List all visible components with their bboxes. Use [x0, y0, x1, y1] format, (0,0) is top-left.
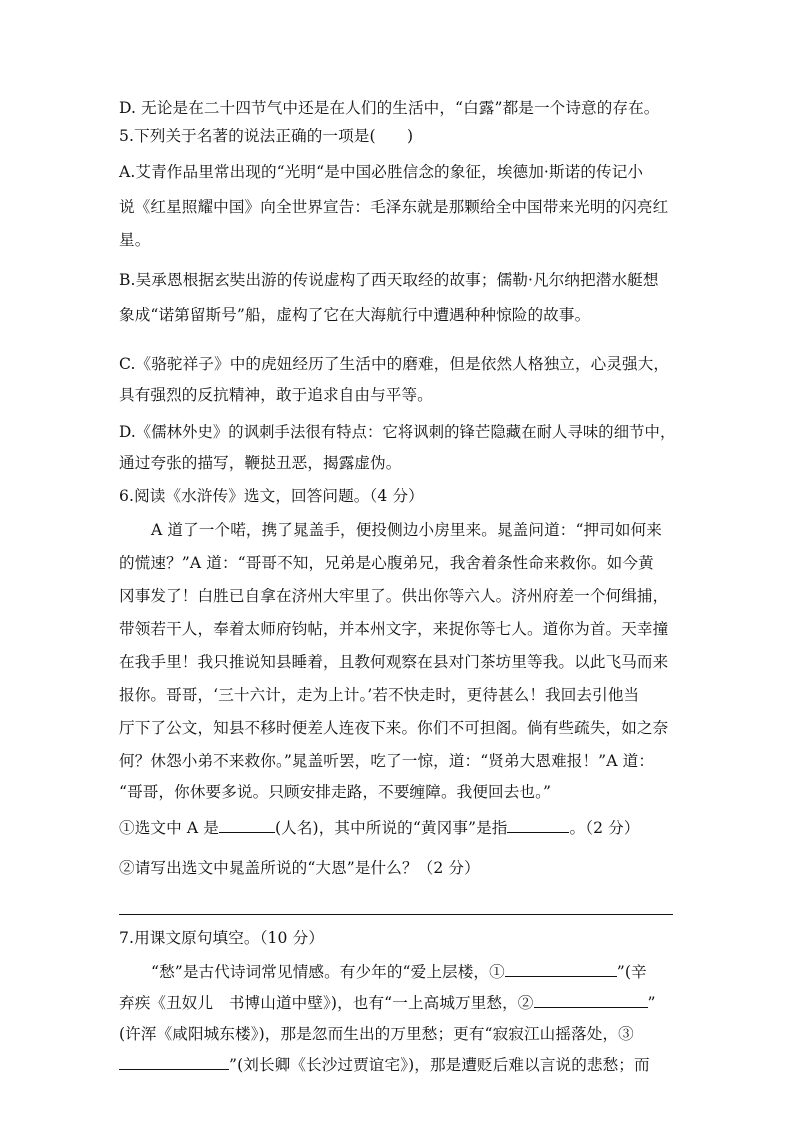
q7-line4-text: ”(刘长卿《长沙过贾谊宅》)，那是遭贬后难以言说的悲愁；而 [229, 1056, 650, 1074]
q7-line4 [119, 1055, 650, 1075]
q6-passage-line: “哥哥，你休要多说。只顾安排走路，不要缠障。我便回去也。” [119, 783, 552, 801]
q6-passage-line: 报你。哥哥，‘三十六计，走为上计。’若不快走时，更待甚么！我回去引他当 [119, 686, 640, 704]
q6-passage-line: 在我手里！我只推说知县睡着，且教何观察在县对门茶坊里等我。以此飞马而来 [119, 653, 669, 671]
answer-blank-1[interactable] [505, 962, 617, 977]
q7-line1-end: ”(辛 [616, 963, 647, 981]
q6-sub1-text-a: ①选文中 A 是 [119, 819, 219, 837]
q6-passage-line: 冈事发了！白胜已自拿在济州大牢里了。供出你等六人。济州府差一个何缉捕， [119, 587, 669, 605]
q5-option-c-line2: 具有强烈的反抗精神，敢于追求自由与平等。 [119, 386, 433, 404]
q6-sub1-text-b: (人名)，其中所说的“黄冈事”是指 [274, 819, 508, 837]
q5-option-a-line1: A.艾青作品里常出现的“光明“是中国必胜信念的象征，埃德加·斯诺的传记小 [119, 163, 644, 181]
q5-option-a-line2: 说《红星照耀中国》向全世界宣告：毛泽东就是那颗给全中国带来光明的闪亮红 [119, 198, 669, 216]
q6-passage-line: 何？休怨小弟不来救你。”晁盖听罢，吃了一惊，道：“贤弟大恩难报！”A 道： [119, 752, 655, 770]
q5-option-d-line2: 通过夸张的描写，鞭挞丑恶，揭露虚伪。 [119, 454, 402, 472]
q6-stem: 6.阅读《水浒传》选文，回答问题。（4 分） [119, 487, 424, 505]
answer-blank-event[interactable] [507, 818, 569, 833]
q5-option-a-line3: 星。 [119, 231, 151, 249]
q7-line2-text: 弃疾《丑奴儿 书博山道中壁》)，也有“一上高城万里愁，② [119, 994, 534, 1012]
q6-passage-line: 带领若干人，奉着太师府钧帖，并本州文字，来捉你等七人。道你为首。天幸撞 [119, 620, 669, 638]
q6-sub2: ②请写出选文中晁盖所说的“大恩”是什么？（2 分） [119, 859, 480, 877]
q7-line3: (许浑《咸阳城东楼》)，那是忽而生出的万里愁；更有“寂寂江山摇落处，③ [119, 1025, 634, 1043]
answer-blank-3[interactable] [119, 1055, 229, 1070]
answer-line[interactable] [119, 914, 673, 915]
q5-option-b-line2: 象成“诺第留斯号”船，虚构了它在大海航行中遭遇种种惊险的故事。 [119, 306, 591, 324]
q4-option-d: D. 无论是在二十四节气中还是在人们的生活中，“白露”都是一个诗意的存在。 [119, 99, 660, 117]
q6-sub1 [119, 818, 640, 838]
q6-passage-line: 的慌速？”A 道：“哥哥不知，兄弟是心腹弟兄，我舍着条性命来救你。如今黄 [119, 554, 654, 572]
q7-line2 [119, 993, 656, 1013]
q7-line1 [151, 962, 647, 982]
q7-stem: 7.用课文原句填空。（10 分） [119, 929, 325, 947]
q6-passage-line: 厅下了公文，知县不移时便差人连夜下来。你们不可担阁。倘有些疏失，如之奈 [119, 719, 669, 737]
q5-option-b-line1: B.吴承恩根据玄奘出游的传说虚构了西天取经的故事；儒勒·凡尔纳把潜水艇想 [119, 271, 659, 289]
q6-passage-line: A 道了一个喏，携了晁盖手，便投侧边小房里来。晁盖问道：“押司如何来 [151, 521, 662, 539]
q6-sub1-text-c: 。（2 分） [569, 819, 640, 837]
q7-line2-end: ” [647, 994, 656, 1012]
q5-option-d-line1: D.《儒林外史》的讽刺手法很有特点：它将讽刺的锋芒隐藏在耐人寻味的细节中， [119, 423, 676, 441]
answer-blank-2[interactable] [534, 993, 648, 1008]
answer-blank-person[interactable] [219, 818, 275, 833]
q7-line1-text: “愁”是古代诗词常见情感。有少年的“爱上层楼，① [151, 963, 505, 981]
q5-stem: 5.下列关于名著的说法正确的一项是( ) [119, 127, 414, 145]
q5-option-c-line1: C.《骆驼祥子》中的虎妞经历了生活中的磨难，但是依然人格独立，心灵强大， [119, 355, 670, 373]
